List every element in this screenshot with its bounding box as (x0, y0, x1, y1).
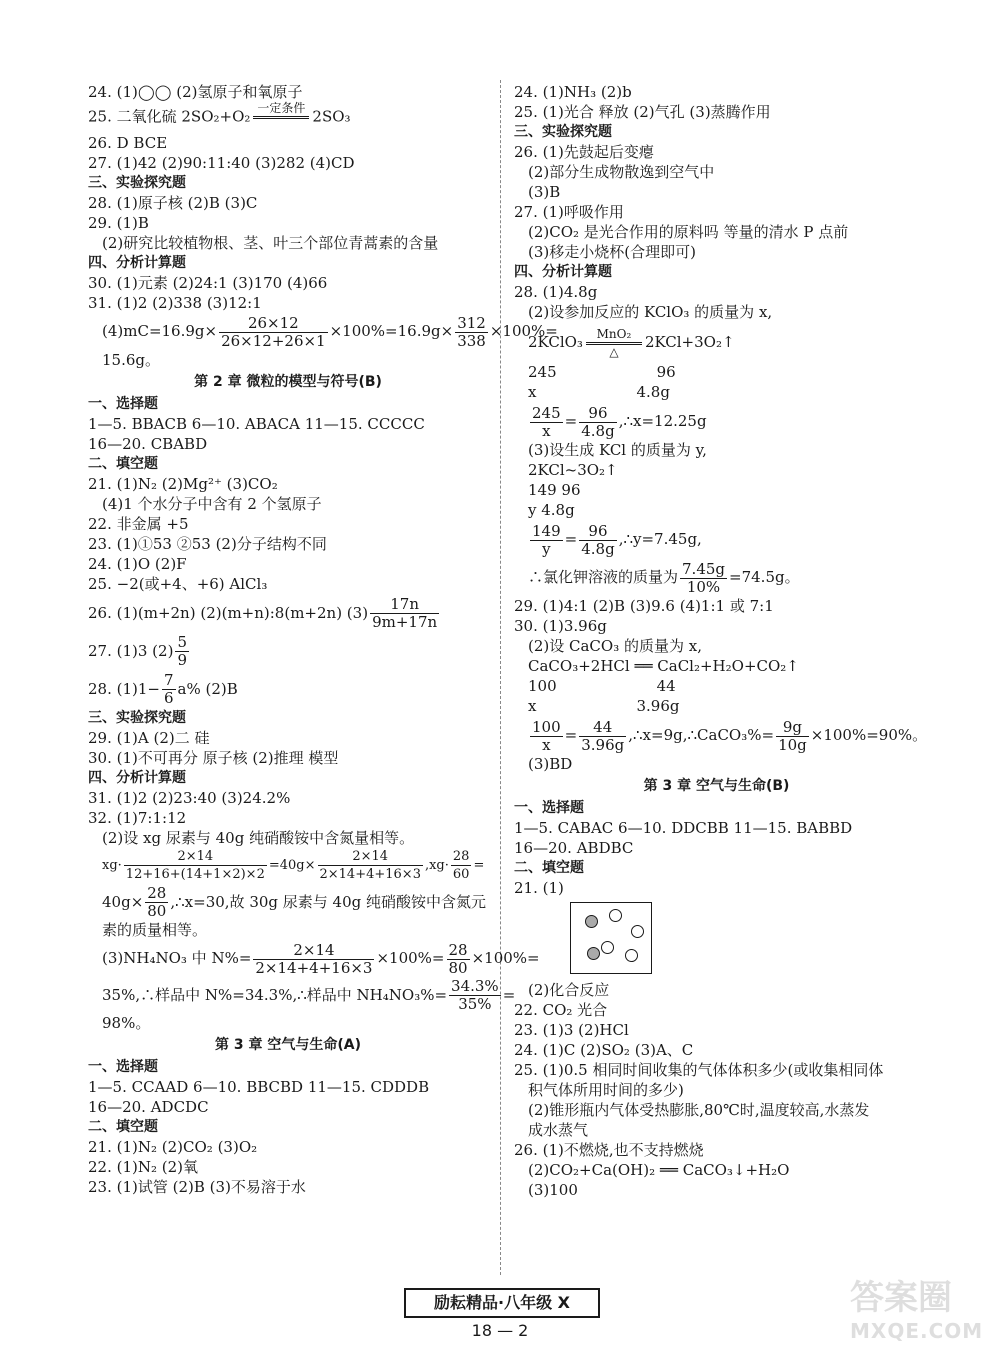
answer-28-3: (3)设生成 KCl 的质量为 y, (528, 441, 707, 459)
answer-25: 25. −2(或+4、+6) AlCl₃ (88, 574, 268, 593)
answer-24: 24. (1)◯◯ (2)氢原子和氧原子 (88, 83, 303, 101)
book-title: 励耘精品·八年级 X (404, 1288, 600, 1318)
answer-27: 27. (1)3 (2) $\frac{5}{9}$ (88, 633, 187, 669)
section-heading: 三、实验探究题 (514, 124, 612, 140)
answer-25-2: (2)锥形瓶内气体受热膨胀,80℃时,温度较高,水蒸发 (528, 1101, 870, 1119)
answer-26-2: (2)部分生成物散逸到空气中 (528, 163, 715, 181)
section-heading: 四、分析计算题 (514, 264, 612, 280)
answer-24: 24. (1)O (2)F (88, 554, 187, 573)
answer-26: 26. D BCE (88, 134, 168, 152)
answer-25: 25. (1)0.5 相同时间收集的气体体积多少(或收集相同体 (514, 1061, 884, 1079)
section-heading: 四、分析计算题 (88, 255, 186, 271)
answer-32: 32. (1)7:1:12 (88, 808, 187, 827)
answer-32-formula: xg· $\frac{2\times 14}{12+16+(14+1\times 2)\times 2}$ =40g× $\frac{2\times 14}{2\times 14+4+16\times 3}$ ,xg· $\frac{28}{60}$ = (102, 848, 485, 882)
molecule-white (631, 925, 644, 938)
section-heading: 四、分析计算题 (88, 769, 186, 786)
choice-answers: 16—20. ABDBC (514, 839, 634, 857)
choice-answers: 1—5. CABAC 6—10. DDCBB 11—15. BABBD (514, 819, 853, 837)
answer-32-3-cont: 35%,∴样品中 N%=34.3%,∴样品中 NH₄NO₃%= $\frac{34.3\%}{35\%}$ = (102, 977, 516, 1013)
choice-answers: 1—5. CCAAD 6—10. BBCBD 11—15. CDDDB (88, 1078, 430, 1096)
answer-30: 30. (1)3.96g (514, 617, 607, 635)
molecule-white (609, 909, 622, 922)
answer-26-3: (3)B (528, 183, 561, 201)
answer-29: 29. (1)4:1 (2)B (3)9.6 (4)1:1 或 7:1 (514, 597, 774, 615)
answer-31: 31. (1)2 (2)23:40 (3)24.2% (88, 788, 291, 807)
mass-ratio: 149 96 (528, 481, 581, 499)
section-heading: 三、实验探究题 (88, 709, 186, 726)
section-heading: 一、选择题 (88, 1059, 158, 1075)
proportion: $\frac{100}{x}$ = $\frac{44}{3.96g}$ ,∴x=9g,∴CaCO₃%= $\frac{9g}{10g}$ ×100%=90%。 (532, 717, 928, 754)
section-heading: 一、选择题 (88, 395, 158, 412)
mass-ratio: 245 96 (528, 363, 676, 381)
answer-21: 21. (1)N₂ (2)CO₂ (3)O₂ (88, 1138, 258, 1156)
answer-26-3: (3)100 (528, 1181, 578, 1199)
chemical-equation: CaCO₃+2HCl ══ CaCl₂+H₂O+CO₂↑ (528, 657, 799, 675)
answer-29: 29. (1)A (2)二 硅 (88, 728, 210, 747)
answer-22: 22. CO₂ 光合 (514, 1001, 608, 1019)
molecule-gray (587, 947, 600, 960)
mass-ratio: x 3.96g (528, 697, 680, 715)
answer-23: 23. (1)试管 (2)B (3)不易溶于水 (88, 1178, 306, 1196)
column-divider (500, 80, 501, 1275)
chapter-title: 第 2 章 微粒的模型与符号(B) (194, 373, 382, 390)
answer-32-3: (3)NH₄NO₃ 中 N%= $\frac{2\times 14}{2\times 14+4+16\times 3}$ ×100%= $\frac{28}{80}$ ×100%= (102, 940, 540, 977)
answer-26: 26. (1)不燃烧,也不支持燃烧 (514, 1141, 704, 1159)
answer-27-2: (2)CO₂ 是光合作用的原料吗 等量的清水 P 点前 (528, 223, 849, 241)
section-heading: 二、填空题 (88, 455, 158, 472)
answer-32-2: (2)设 xg 尿素与 40g 纯硝酸铵中含氮量相等。 (102, 828, 415, 847)
mass-ratio: y 4.8g (528, 501, 575, 519)
answer-28-2: (2)设参加反应的 KClO₃ 的质量为 x, (528, 303, 773, 321)
answer-21-4: (4)1 个水分子中含有 2 个氢原子 (102, 494, 322, 513)
answer-29-2: (2)研究比较植物根、茎、叶三个部位青蒿素的含量 (102, 234, 439, 252)
answer-21: 21. (1) (514, 879, 564, 897)
answer-32-text: 素的质量相等。 (102, 921, 208, 939)
answer-31-result: 15.6g。 (102, 350, 161, 369)
chapter-title: 第 3 章 空气与生命(A) (215, 1037, 361, 1053)
answer-25-cont: 积气体所用时间的多少) (528, 1081, 684, 1099)
answer-26-2: (2)CO₂+Ca(OH)₂ ══ CaCO₃↓+H₂O (528, 1161, 790, 1179)
molecule-white (625, 949, 638, 962)
section-heading: 二、填空题 (88, 1119, 158, 1135)
answer-26: 26. (1)先鼓起后变瘪 (514, 143, 654, 161)
answer-27: 27. (1)呼吸作用 (514, 203, 624, 221)
watermark-logo: 答案圈 MXQE.COM (850, 1278, 984, 1343)
answer-30-2: (2)设 CaCO₃ 的质量为 x, (528, 637, 702, 655)
chapter-title: 第 3 章 空气与生命(B) (643, 778, 790, 794)
answer-28: 28. (1)1− $\frac{7}{6}$ a% (2)B (88, 671, 238, 707)
choice-answers: 16—20. CBABD (88, 434, 208, 453)
section-heading: 三、实验探究题 (88, 175, 186, 191)
molecule-diagram (570, 902, 652, 974)
answer-23: 23. (1)①53 ②53 (2)分子结构不同 (88, 534, 327, 553)
answer-25: 25. (1)光合 释放 (2)气孔 (3)蒸腾作用 (514, 103, 771, 121)
answer-21-2: (2)化合反应 (528, 981, 610, 999)
answer-30-3: (3)BD (528, 755, 573, 773)
answer-28-result: ∴氯化钾溶液的质量为 $\frac{7.45g}{10\%}$ =74.5g。 (528, 559, 800, 596)
molecule-gray (585, 915, 598, 928)
answer-28: 28. (1)原子核 (2)B (3)C (88, 194, 258, 212)
answer-23: 23. (1)3 (2)HCl (514, 1021, 629, 1039)
answer-30: 30. (1)不可再分 原子核 (2)推理 模型 (88, 748, 339, 767)
answer-25: 25. 二氧化硫 2SO₂+O₂ 一定条件 2SO₃ (88, 102, 488, 133)
right-column (514, 82, 928, 1200)
mass-ratio: 100 44 (528, 677, 676, 695)
mass-ratio: x 4.8g (528, 383, 670, 401)
section-heading: 二、填空题 (514, 860, 584, 876)
answer-27-3: (3)移走小烧杯(合理即可) (528, 243, 696, 261)
answer-31: 31. (1)2 (2)338 (3)12:1 (88, 294, 262, 312)
reaction-condition: MnO₂ △ (586, 328, 642, 359)
answer-22: 22. 非金属 +5 (88, 514, 189, 533)
chemical-equation: 2KClO₃ MnO₂ △ 2KCl+3O₂↑ (528, 326, 735, 359)
answer-26: 26. (1)(m+2n) (2)(m+n):8(m+2n) (3) $\frac{17n}{9m+17n}$ (88, 595, 438, 631)
answer-32-result: 98%。 (102, 1014, 151, 1032)
reaction-condition: 一定条件 (253, 102, 309, 133)
answer-30: 30. (1)元素 (2)24:1 (3)170 (4)66 (88, 274, 328, 292)
page-number: 18 — 2 (471, 1321, 529, 1340)
proportion: $\frac{245}{x}$ = $\frac{96}{4.8g}$ ,∴x=12.25g (532, 403, 707, 440)
proportion: $\frac{149}{y}$ = $\frac{96}{4.8g}$ ,∴y=7.45g, (532, 521, 702, 558)
answer-24: 24. (1)NH₃ (2)b (514, 83, 632, 101)
answer-22: 22. (1)N₂ (2)氧 (88, 1158, 199, 1176)
relation: 2KCl~3O₂↑ (528, 461, 618, 479)
answer-27: 27. (1)42 (2)90:11:40 (3)282 (4)CD (88, 154, 355, 172)
answer-28: 28. (1)4.8g (514, 283, 598, 301)
section-heading: 一、选择题 (514, 800, 584, 816)
answer-32-formula-cont: 40g× $\frac{28}{80}$ ,∴x=30,故 30g 尿素与 40g 纯硝酸铵中含氮元 (102, 884, 487, 920)
choice-answers: 16—20. ADCDC (88, 1098, 209, 1116)
answer-21: 21. (1)N₂ (2)Mg²⁺ (3)CO₂ (88, 474, 278, 493)
answer-25-2-cont: 成水蒸气 (528, 1121, 589, 1139)
answer-24: 24. (1)C (2)SO₂ (3)A、C (514, 1041, 694, 1059)
answer-31-4: (4)mC=16.9g× $\frac{26\times 12}{26\times 12+26\times 1}$ ×100%=16.9g× $\frac{312}{338}$ ×100%= (102, 313, 558, 350)
molecule-white (601, 941, 614, 954)
choice-answers: 1—5. BBACB 6—10. ABACA 11—15. CCCCC (88, 414, 425, 433)
answer-29: 29. (1)B (88, 214, 149, 232)
